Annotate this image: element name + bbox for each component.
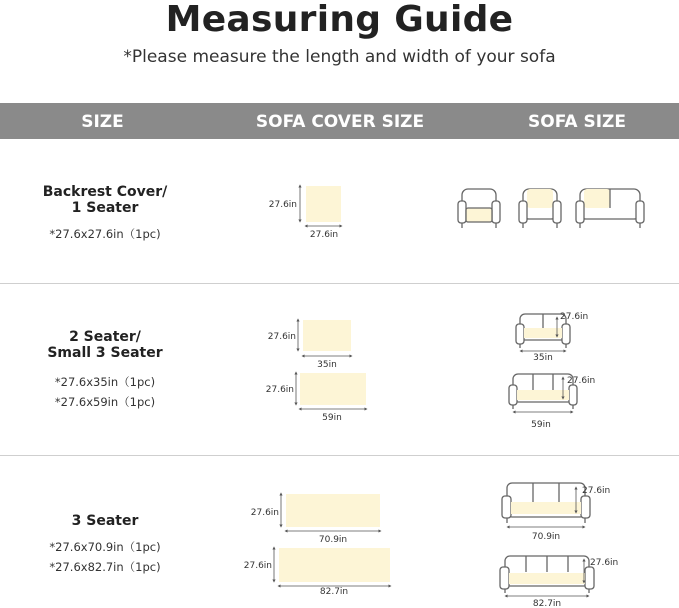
cover-diagram [268,320,351,370]
dimension-text: *27.6x27.6in（1pc) [49,227,161,241]
page-subtitle: *Please measure the length and width of your sofa [123,47,556,67]
size-title-line: Backrest Cover/ [42,184,168,200]
width-label: 35in [317,360,337,370]
width-label: 27.6in [309,230,339,240]
size-title-line: 1 Seater [71,200,139,216]
cover-diagram [244,548,390,597]
width-label: 82.7in [319,587,349,597]
cover-swatch [303,320,351,351]
header-size: SIZE [81,112,124,132]
height-label: 27.6in [582,486,611,496]
four-seater-sofa-icon [500,556,594,593]
height-label: 27.6in [250,508,279,518]
header-sofa-cover-size: SOFA COVER SIZE [255,112,425,132]
size-title-line: Small 3 Seater [47,345,163,361]
size-title-line: 3 Seater [71,513,139,529]
height-label: 27.6in [243,561,272,571]
cover-swatch [286,494,380,527]
width-label: 59in [531,420,551,430]
header-sofa-size: SOFA SIZE [528,112,626,132]
width-label: 70.9in [531,532,561,542]
height-label: 27.6in [590,558,619,568]
dimension-text: *27.6x70.9in（1pc) [49,540,161,554]
cover-swatch [300,373,366,405]
dimension-text: *27.6x82.7in（1pc) [49,560,161,574]
width-label: 70.9in [318,535,348,545]
height-label: 27.6in [560,312,589,322]
size-title-line: 2 Seater/ [69,329,141,345]
armchair-icon [519,189,561,228]
height-label: 27.6in [265,385,294,395]
cover-diagram [266,373,366,423]
height-label: 27.6in [267,332,296,342]
height-label: 27.6in [567,376,596,386]
dimension-text: *27.6x35in（1pc) [54,375,156,389]
cover-diagram [251,494,380,545]
cover-swatch [306,186,341,222]
page-title: Measuring Guide [165,0,514,40]
cover-diagram [269,186,341,240]
width-label: 59in [322,413,342,423]
height-label: 27.6in [268,200,297,210]
armchair-icon [458,189,500,228]
dimension-text: *27.6x59in（1pc) [54,395,156,409]
cover-swatch [279,548,390,582]
width-label: 82.7in [532,599,562,608]
three-seater-sofa-icon [502,483,590,523]
loveseat-icon [576,189,644,228]
width-label: 35in [533,353,553,363]
